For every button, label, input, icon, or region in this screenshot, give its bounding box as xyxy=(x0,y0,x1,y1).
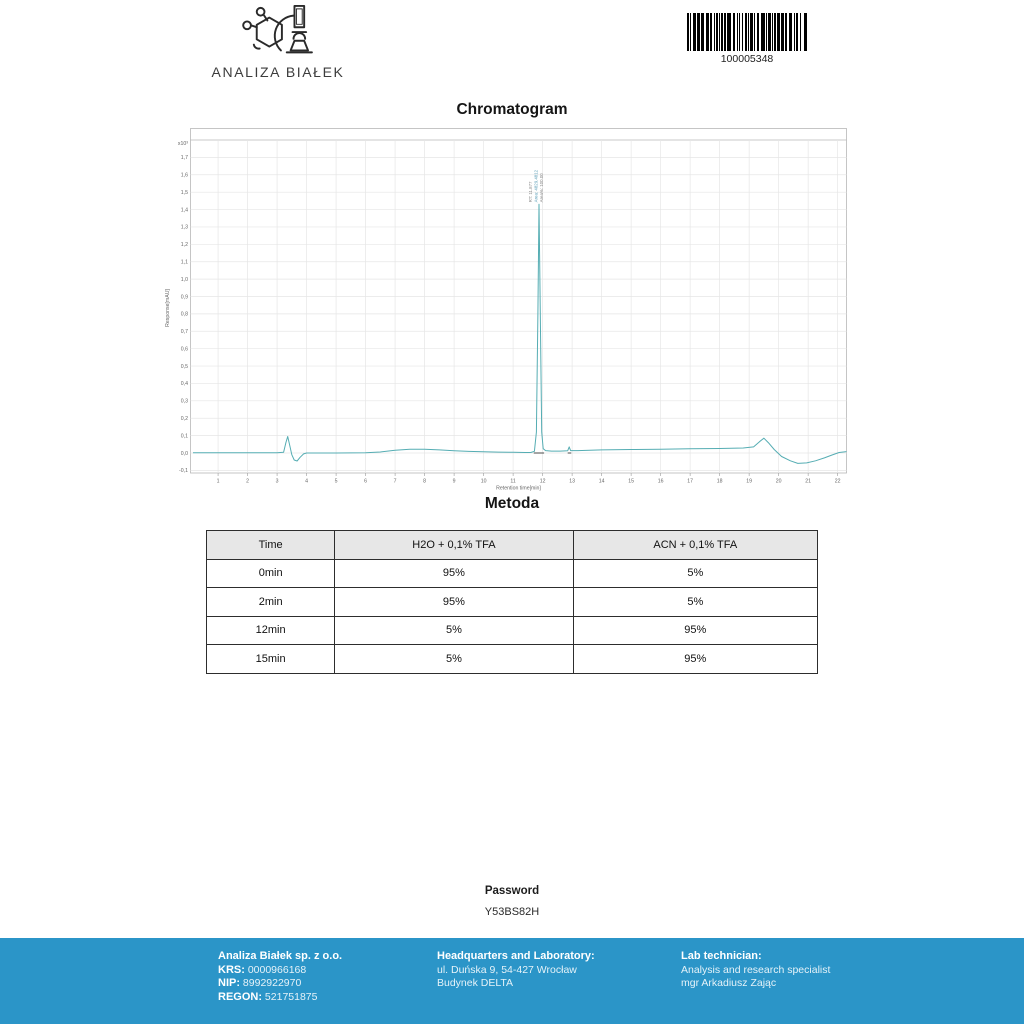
barcode xyxy=(687,13,807,51)
metoda-row xyxy=(207,645,818,674)
metoda-cell: 15min xyxy=(207,645,335,674)
svg-text:1,1: 1,1 xyxy=(180,259,188,266)
svg-text:1,4: 1,4 xyxy=(180,207,188,214)
password-value: Y53BS82H xyxy=(484,906,540,918)
svg-text:1,6: 1,6 xyxy=(180,172,188,179)
company-name: Analiza Białek sp. z o.o. xyxy=(218,950,343,962)
svg-text:0,3: 0,3 xyxy=(180,398,188,405)
svg-text:1,2: 1,2 xyxy=(180,242,188,249)
svg-text:9: 9 xyxy=(452,478,456,485)
svg-text:1,5: 1,5 xyxy=(180,189,188,196)
svg-text:10: 10 xyxy=(480,478,487,485)
molecule-microscope-icon xyxy=(240,4,318,64)
metoda-cell: 95% xyxy=(335,588,573,617)
svg-text:0,1: 0,1 xyxy=(180,433,188,440)
svg-text:22: 22 xyxy=(834,478,841,485)
svg-text:0,7: 0,7 xyxy=(180,329,188,336)
svg-text:1: 1 xyxy=(216,478,220,485)
company-regon: REGON: 521751875 xyxy=(218,990,318,1003)
password-label: Password xyxy=(484,885,540,897)
metoda-cell: 95% xyxy=(573,645,817,674)
svg-text:18: 18 xyxy=(716,478,723,485)
svg-text:1,0: 1,0 xyxy=(180,276,188,283)
company-nip: NIP: 8992922970 xyxy=(218,977,302,989)
svg-text:Area%: 100.00: Area%: 100.00 xyxy=(538,173,544,203)
footer-technician-block xyxy=(681,950,830,991)
svg-text:20: 20 xyxy=(775,478,782,485)
svg-text:5: 5 xyxy=(334,478,338,485)
svg-text:Response[mAU]: Response[mAU] xyxy=(165,289,171,327)
svg-text:Retention time[min]: Retention time[min] xyxy=(496,485,541,492)
metoda-cell: 12min xyxy=(207,616,335,645)
svg-text:7: 7 xyxy=(393,478,397,485)
metoda-title: Metoda xyxy=(484,495,540,512)
metoda-table xyxy=(206,530,818,674)
svg-text:x10³: x10³ xyxy=(177,141,188,147)
chromatogram-title: Chromatogram xyxy=(456,101,568,118)
svg-text:-0,1: -0,1 xyxy=(179,468,188,475)
metoda-cell: 5% xyxy=(335,645,573,674)
metoda-table-body xyxy=(207,559,818,673)
svg-text:13: 13 xyxy=(569,478,576,485)
metoda-cell: 5% xyxy=(573,559,817,588)
hq-address: ul. Duńska 9, 54-427 Wrocław xyxy=(437,963,577,976)
metoda-row xyxy=(207,559,818,588)
svg-text:Area: 4829.4812: Area: 4829.4812 xyxy=(533,169,539,203)
svg-text:17: 17 xyxy=(687,478,694,485)
svg-text:11: 11 xyxy=(510,478,516,485)
metoda-cell: 95% xyxy=(573,616,817,645)
logo-text: ANALIZA BIAŁEK xyxy=(211,64,345,80)
svg-text:0,4: 0,4 xyxy=(180,381,188,388)
technician-name: mgr Arkadiusz Zając xyxy=(681,977,777,989)
company-krs: KRS: 0000966168 xyxy=(218,963,307,976)
svg-text:12: 12 xyxy=(539,478,546,485)
metoda-header-row xyxy=(207,531,818,560)
technician-role: Analysis and research specialist xyxy=(681,963,831,976)
svg-text:8: 8 xyxy=(423,478,427,485)
footer-hq-block xyxy=(437,950,595,991)
metoda-header-cell: H2O + 0,1% TFA xyxy=(335,531,573,560)
svg-text:6: 6 xyxy=(364,478,368,485)
hq-title: Headquarters and Laboratory: xyxy=(437,950,595,962)
metoda-header-cell: Time xyxy=(207,531,335,560)
metoda-cell: 5% xyxy=(573,588,817,617)
technician-title: Lab technician: xyxy=(681,950,762,962)
svg-text:2: 2 xyxy=(246,478,250,485)
svg-text:0,2: 0,2 xyxy=(180,416,188,423)
svg-text:0,8: 0,8 xyxy=(180,311,188,318)
svg-text:3: 3 xyxy=(275,478,279,485)
metoda-cell: 0min xyxy=(207,559,335,588)
svg-text:0,9: 0,9 xyxy=(180,294,188,301)
metoda-header-cell: ACN + 0,1% TFA xyxy=(573,531,817,560)
svg-text:RT: 11.877: RT: 11.877 xyxy=(527,181,533,203)
svg-text:19: 19 xyxy=(746,478,753,485)
svg-text:0,5: 0,5 xyxy=(180,363,188,370)
svg-text:0,0: 0,0 xyxy=(180,450,188,457)
barcode-number: 100005348 xyxy=(720,53,774,65)
svg-text:14: 14 xyxy=(598,478,605,485)
hq-building: Budynek DELTA xyxy=(437,977,514,989)
svg-text:1,7: 1,7 xyxy=(180,155,188,162)
svg-text:21: 21 xyxy=(805,478,812,485)
metoda-cell: 2min xyxy=(207,588,335,617)
footer xyxy=(0,938,1024,1024)
metoda-row xyxy=(207,588,818,617)
footer-company-block xyxy=(218,950,342,1004)
svg-text:1,3: 1,3 xyxy=(180,224,188,231)
metoda-cell: 95% xyxy=(335,559,573,588)
metoda-row xyxy=(207,616,818,645)
svg-text:4: 4 xyxy=(305,478,309,485)
svg-text:15: 15 xyxy=(628,478,635,485)
chromatogram-chart xyxy=(155,128,855,496)
svg-text:16: 16 xyxy=(657,478,664,485)
metoda-cell: 5% xyxy=(335,616,573,645)
svg-text:0,6: 0,6 xyxy=(180,346,188,353)
